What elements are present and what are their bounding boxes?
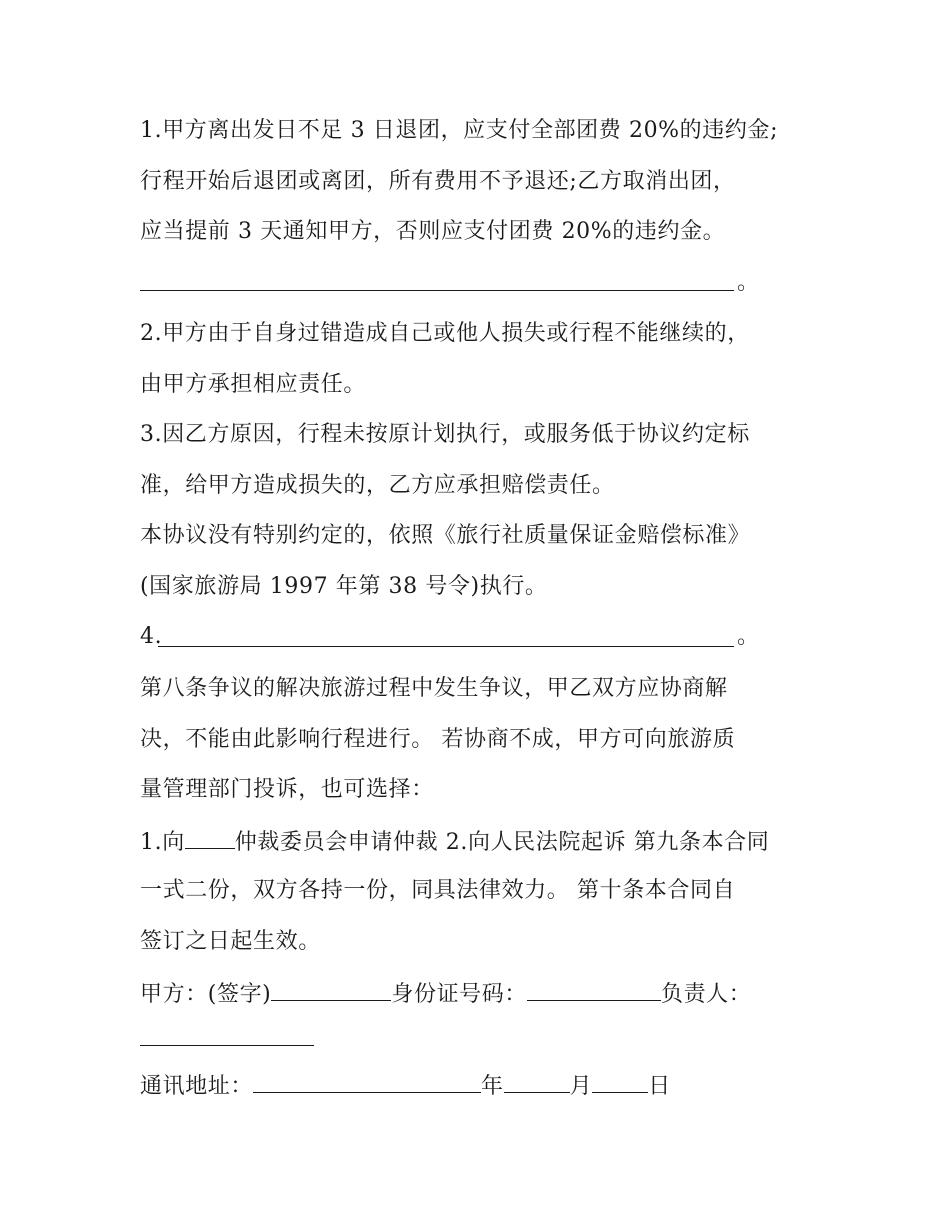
article-8-line-4 xyxy=(140,826,769,858)
fill-in-blank-line xyxy=(158,646,734,647)
day-label: 日 xyxy=(648,1074,671,1099)
clause-1-line-2: 行程开始后退团或离团，所有费用不予退还;乙方取消出团， xyxy=(140,169,736,194)
blank-line-period: 。 xyxy=(737,270,760,295)
signature-blank xyxy=(271,978,391,1001)
id-number-label: 身份证号码： xyxy=(391,982,527,1007)
fill-in-blank-line xyxy=(140,290,734,291)
clause-1-line-3: 应当提前 3 天通知甲方，否则应支付团费 20%的违约金。 xyxy=(140,219,726,244)
arbitration-text: 仲裁委员会申请仲裁 2.向人民法院起诉 第九条本合同 xyxy=(234,830,770,855)
address-blank xyxy=(253,1070,481,1093)
article-8-line-3: 量管理部门投诉，也可选择： xyxy=(140,777,434,802)
article-8-line-5: 一式二份，双方各持一份，同具法律效力。 第十条本合同自 xyxy=(140,878,736,903)
article-8-line-1: 第八条争议的解决旅游过程中发生争议，甲乙双方应协商解 xyxy=(140,676,728,701)
clause-3-line-1: 3.因乙方原因，行程未按原计划执行，或服务低于协议约定标 xyxy=(140,422,750,447)
arbitration-blank xyxy=(185,826,235,849)
article-8-line-2: 决，不能由此影响行程进行。 若协商不成，甲方可向旅游质 xyxy=(140,727,736,752)
year-label: 年 xyxy=(481,1074,504,1099)
arbitration-prefix: 1.向 xyxy=(140,830,185,855)
article-8-line-6: 签订之日起生效。 xyxy=(140,929,321,954)
clause-5-prefix: 4. xyxy=(140,624,163,649)
clause-1-line-1: 1.甲方离出发日不足 3 日退团，应支付全部团费 20%的违约金; xyxy=(140,118,779,143)
clause-4-line-2: (国家旅游局 1997 年第 38 号令)执行。 xyxy=(140,574,548,599)
clause-2-line-2: 由甲方承担相应责任。 xyxy=(140,372,367,397)
year-blank xyxy=(504,1070,570,1093)
id-number-blank xyxy=(527,978,661,1001)
clause-4-line-1: 本协议没有特别约定的，依照《旅行社质量保证金赔偿标准》 xyxy=(140,523,751,548)
party-a-label: 甲方：(签字) xyxy=(140,982,272,1007)
clause-2-line-1: 2.甲方由于自身过错造成自己或他人损失或行程不能继续的， xyxy=(140,321,750,346)
clause-5-period: 。 xyxy=(737,624,760,649)
responsible-person-label: 负责人： xyxy=(660,982,752,1007)
signature-line xyxy=(140,978,751,1010)
clause-3-line-2: 准，给甲方造成损失的，乙方应承担赔偿责任。 xyxy=(140,473,615,498)
address-label: 通讯地址： xyxy=(140,1074,254,1099)
month-label: 月 xyxy=(569,1074,593,1099)
address-date-line xyxy=(140,1070,671,1102)
responsible-person-blank xyxy=(140,1045,314,1046)
month-blank xyxy=(592,1070,648,1093)
